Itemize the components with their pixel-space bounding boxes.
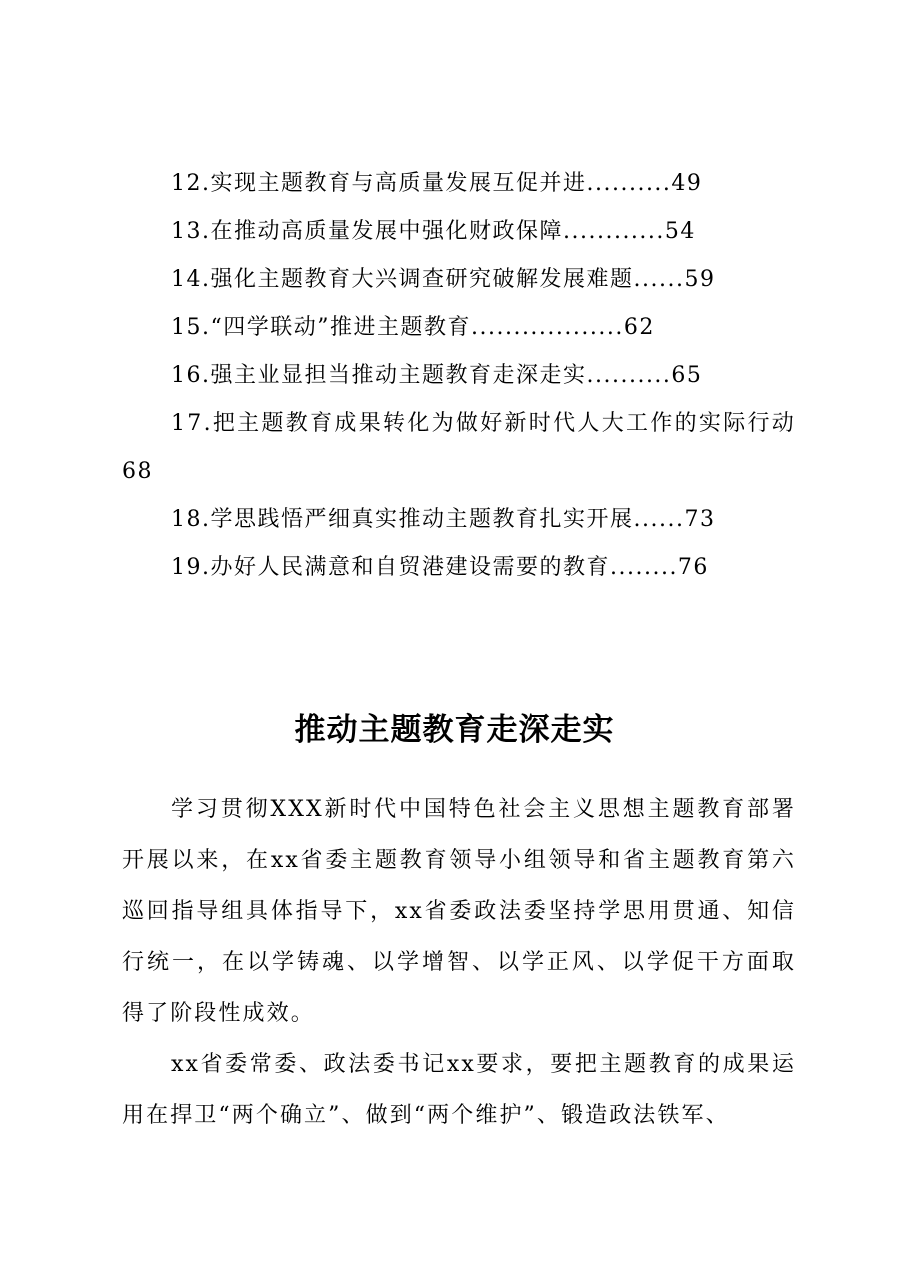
table-of-contents (122, 160, 797, 592)
toc-item-12[interactable]: 12.实现主题教育与高质量发展互促并进..........49 (171, 171, 703, 196)
toc-item-19[interactable]: 19.办好人民满意和自贸港建设需要的教育........76 (171, 555, 709, 580)
article-body (122, 784, 796, 1141)
toc-item-15[interactable]: 15.“四学联动”推进主题教育..................62 (171, 315, 655, 340)
article-title: 推动主题教育走深走实 (294, 712, 615, 748)
toc-item-14[interactable]: 14.强化主题教育大兴调查研究破解发展难题......59 (171, 267, 716, 292)
body-paragraph-2: xx省委常委、政法委书记xx要求，要把主题教育的成果运用在捍卫“两个确立”、做到“两个维护”、锻造政法铁军、 (122, 1052, 796, 1128)
toc-item-17-page-number[interactable]: 68 (122, 459, 153, 484)
toc-item-16[interactable]: 16.强主业显担当推动主题教育走深走实..........65 (171, 363, 703, 388)
toc-item-13[interactable]: 13.在推动高质量发展中强化财政保障............54 (171, 219, 696, 244)
toc-item-17[interactable]: 17.把主题教育成果转化为做好新时代人大工作的实际行动 (171, 411, 797, 436)
toc-item-18[interactable]: 18.学思践悟严细真实推动主题教育扎实开展......73 (171, 507, 716, 532)
body-paragraph-1: 学习贯彻XXX新时代中国特色社会主义思想主题教育部署开展以来，在xx省委主题教育领导小组领导和省主题教育第六巡回指导组具体指导下，xx省委政法委坚持学思用贯通、知信行统一，在以学铸魂、以学增智、以学正风、以学促干方面取得了阶段性成效。 (122, 797, 796, 1026)
